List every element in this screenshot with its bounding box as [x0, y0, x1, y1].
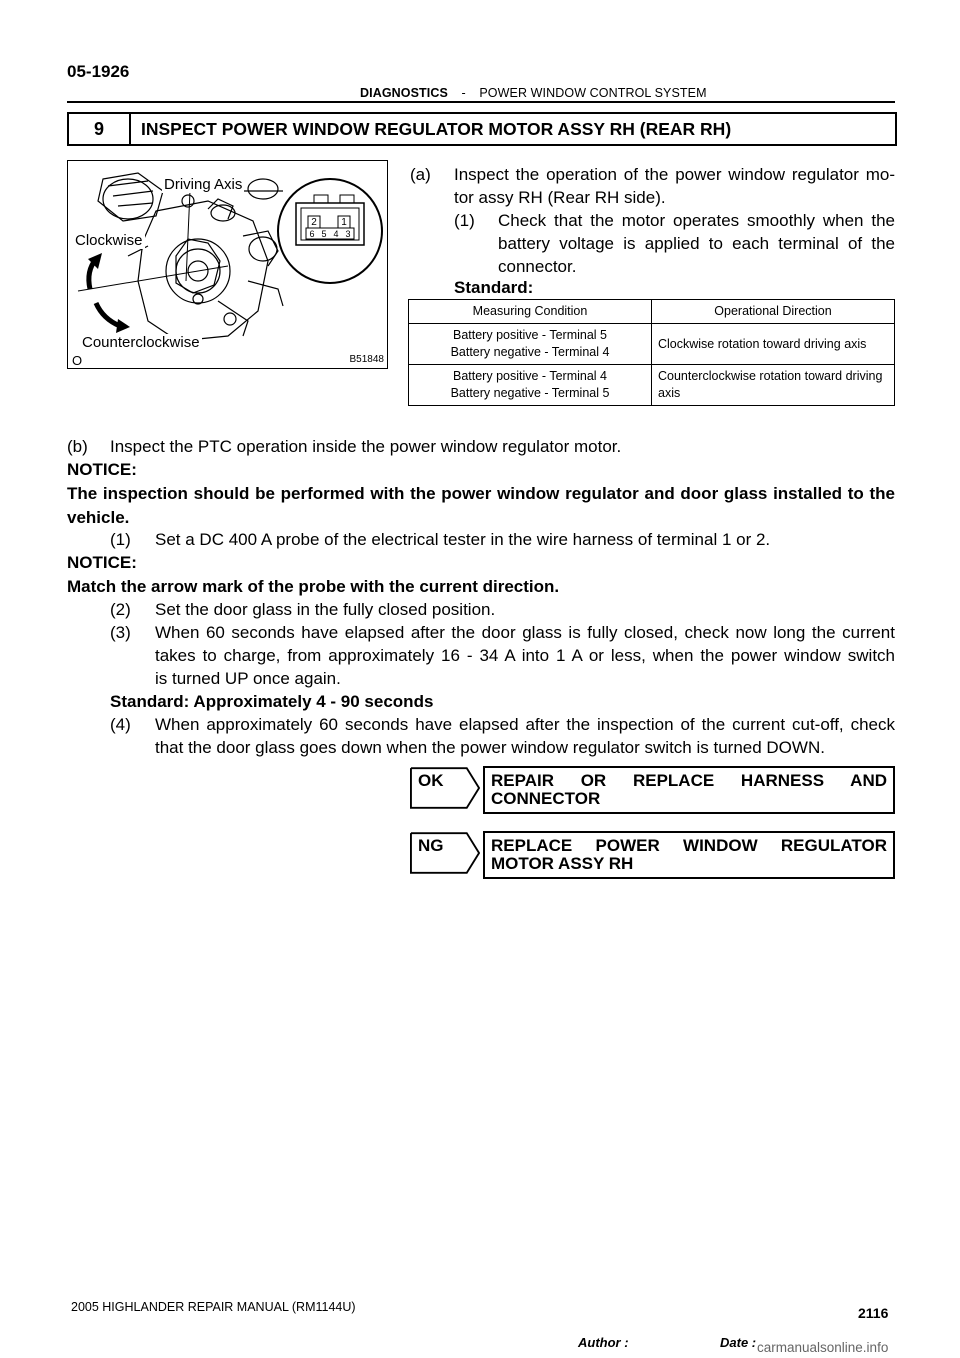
table-cell-condition — [409, 324, 652, 365]
figure-corner-mark: O — [72, 353, 83, 368]
ng-action-line-2: MOTOR ASSY RH — [491, 854, 634, 873]
motor-figure — [67, 160, 388, 369]
step-a1-text-3: connector. — [498, 257, 577, 276]
ok-label: OK — [418, 771, 444, 790]
notice-1-label: NOTICE: — [67, 460, 137, 479]
step-a1-text-2: battery voltage is applied to each terminal of the — [498, 234, 895, 253]
step-b4-text-1: When approximately 60 seconds have elapsed after the inspection of the current cut-off, check — [155, 715, 895, 734]
ok-action-text — [491, 772, 887, 808]
cell-line: Battery positive - Terminal 4 — [453, 369, 607, 383]
ng-action-line-1: REPLACE POWER WINDOW REGULATOR — [491, 836, 887, 855]
step-b3-label: (3) — [110, 623, 131, 642]
pin-label-5: 5 — [321, 229, 327, 239]
page-code: 05-1926 — [67, 62, 130, 81]
ok-tag — [410, 766, 480, 810]
table-row — [409, 365, 895, 406]
table-header-row — [409, 300, 895, 324]
running-header — [360, 86, 840, 100]
step-b2-text: Set the door glass in the fully closed position. — [155, 600, 496, 619]
step-title: INSPECT POWER WINDOW REGULATOR MOTOR ASSY RH (REAR RH) — [141, 119, 732, 139]
ok-action-line-1: REPAIR OR REPLACE HARNESS AND — [491, 771, 887, 790]
step-a-label: (a) — [410, 165, 431, 184]
table-row — [409, 324, 895, 365]
pin-label-3: 3 — [345, 229, 351, 239]
cell-line: axis — [658, 386, 681, 400]
step-b3-text-1: When 60 seconds have elapsed after the door glass is fully closed, check now long the current — [155, 623, 895, 642]
step-number: 9 — [69, 114, 131, 144]
ok-action-line-2: CONNECTOR — [491, 789, 601, 808]
standard-label: Standard: — [454, 278, 534, 297]
ng-action-box — [483, 831, 895, 879]
label-driving-axis: Driving Axis — [164, 176, 243, 193]
result-ng — [410, 831, 893, 875]
header-separator: - — [461, 86, 466, 100]
notice-2-text: Match the arrow mark of the probe with the current direction. — [67, 577, 560, 596]
figure-code: B51848 — [349, 354, 384, 365]
step-a-text-2: tor assy RH (Rear RH side). — [454, 188, 666, 207]
ng-action-text — [491, 837, 887, 873]
watermark: carmanualsonline.info — [757, 1340, 889, 1355]
cell-line: Battery negative - Terminal 4 — [450, 345, 610, 359]
notice-1-text-2: vehicle. — [67, 508, 130, 527]
step-b4-label: (4) — [110, 715, 131, 734]
step-a1-label: (1) — [454, 211, 475, 230]
table-cell-condition — [409, 365, 652, 406]
label-counterclockwise: Counterclockwise — [82, 334, 200, 351]
header-section: DIAGNOSTICS — [360, 86, 448, 100]
notice-2-label: NOTICE: — [67, 553, 137, 572]
ok-action-box — [483, 766, 895, 814]
step-header — [67, 112, 897, 146]
notice-1-text-1: The inspection should be performed with the power window regulator and door glass installed to the — [67, 484, 895, 503]
step-b1-label: (1) — [110, 530, 131, 549]
pin-label-1: 1 — [341, 217, 347, 228]
header-rule — [67, 101, 895, 103]
manual-footer: 2005 HIGHLANDER REPAIR MANUAL (RM1144U) — [71, 1300, 356, 1314]
step-b3-text-2: takes to charge, from approximately 16 - 34 A into 1 A or less, when the power window switch — [155, 646, 895, 665]
step-b2-label: (2) — [110, 600, 131, 619]
pin-label-2: 2 — [311, 217, 317, 228]
table-cell-direction — [652, 365, 895, 406]
table-header-direction: Operational Direction — [652, 300, 895, 324]
step-b3-text-3: is turned UP once again. — [155, 669, 341, 688]
cell-line: Clockwise rotation toward driving axis — [658, 336, 867, 351]
standard-2: Standard: Approximately 4 - 90 seconds — [110, 692, 434, 711]
author-label: Author : — [578, 1335, 629, 1350]
result-ok — [410, 766, 893, 810]
ng-label: NG — [418, 836, 444, 855]
step-a-text-1: Inspect the operation of the power window regulator mo- — [454, 165, 895, 184]
step-b4-text-2: that the door glass goes down when the power window regulator switch is turned DOWN. — [155, 738, 825, 757]
cell-line: Battery positive - Terminal 5 — [453, 328, 607, 342]
date-label: Date : — [720, 1335, 757, 1350]
standard-table — [408, 299, 895, 406]
page-number: 2116 — [858, 1305, 889, 1321]
table-cell-direction — [652, 324, 895, 365]
step-a1-text-1: Check that the motor operates smoothly when the — [498, 211, 895, 230]
step-b-label: (b) — [67, 437, 88, 456]
pin-label-4: 4 — [333, 229, 339, 239]
step-b1-text: Set a DC 400 A probe of the electrical tester in the wire harness of terminal 1 or 2. — [155, 530, 771, 549]
ng-tag — [410, 831, 480, 875]
cell-line: Battery negative - Terminal 5 — [450, 386, 610, 400]
header-subsection: POWER WINDOW CONTROL SYSTEM — [479, 86, 707, 100]
step-b-text: Inspect the PTC operation inside the power window regulator motor. — [110, 437, 622, 456]
pin-label-6: 6 — [309, 229, 315, 239]
table-header-condition: Measuring Condition — [409, 300, 652, 324]
cell-line: Counterclockwise rotation toward driving — [658, 369, 883, 383]
label-clockwise: Clockwise — [75, 232, 143, 249]
